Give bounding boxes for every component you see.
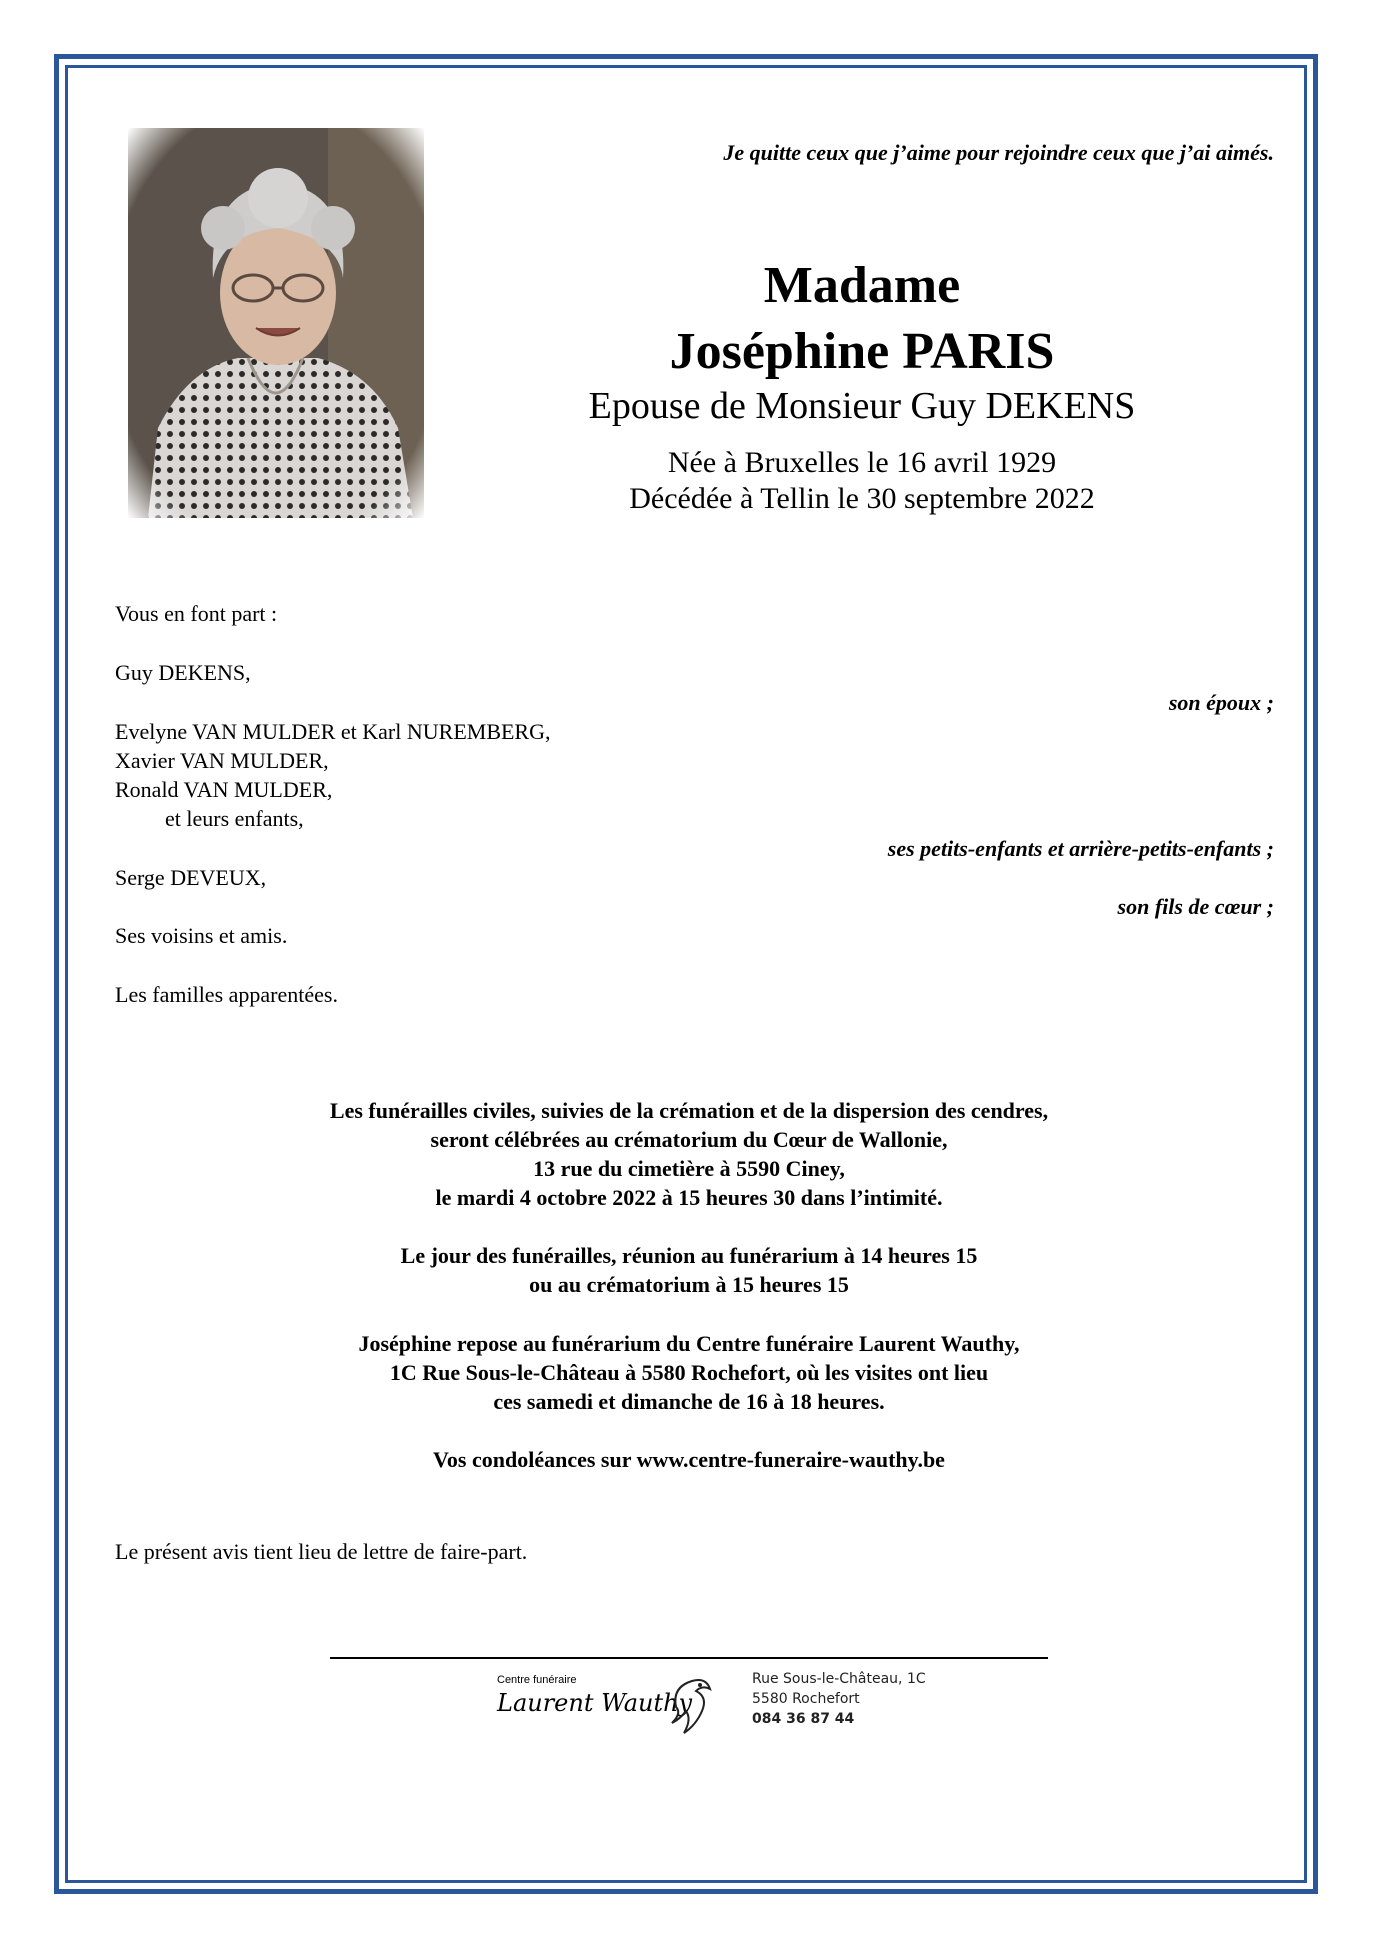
- family-grandchildren-children: et leurs enfants,: [165, 806, 304, 831]
- visitation-details: [0, 1329, 1378, 1416]
- meeting-line: Le jour des funérailles, réunion au funérarium à 14 heures 15: [400, 1243, 978, 1268]
- family-intro: Vous en font part :: [115, 601, 278, 626]
- meeting-details: [0, 1241, 1378, 1299]
- address-line: 5580 Rochefort: [752, 1691, 860, 1707]
- relation-husband: son époux ;: [1168, 690, 1274, 715]
- relation-grandchildren: ses petits-enfants et arrière-petits-enfants ;: [887, 836, 1274, 861]
- deceased-title: Madame: [763, 257, 961, 314]
- family-husband: Guy DEKENS,: [115, 660, 251, 685]
- family-neighbors: Ses voisins et amis.: [115, 923, 288, 948]
- deceased-name: Joséphine PARIS: [669, 323, 1055, 380]
- motto-quote: Je quitte ceux que j’aime pour rejoindre ceux que j’ai aimés.: [723, 140, 1274, 165]
- funeral-details: [0, 1096, 1378, 1212]
- birth-line: Née à Bruxelles le 16 avril 1929: [667, 446, 1057, 479]
- condolences-line: Vos condoléances sur www.centre-funeraire-wauthy.be: [433, 1447, 945, 1472]
- meeting-line: ou au crématorium à 15 heures 15: [529, 1272, 849, 1297]
- family-relatives: Les familles apparentées.: [115, 982, 338, 1007]
- spouse-line: Epouse de Monsieur Guy DEKENS: [588, 385, 1136, 427]
- visitation-line: Joséphine repose au funérarium du Centre funéraire Laurent Wauthy,: [358, 1331, 1020, 1356]
- logo-script-text: Laurent Wauthy: [497, 1689, 693, 1717]
- phone-number: 084 36 87 44: [752, 1711, 855, 1727]
- family-grandchild: Xavier VAN MULDER,: [115, 748, 329, 773]
- closing-note: Le présent avis tient lieu de lettre de faire-part.: [115, 1539, 528, 1564]
- death-line: Décédée à Tellin le 30 septembre 2022: [629, 482, 1095, 515]
- funeral-line: Les funérailles civiles, suivies de la crémation et de la dispersion des cendres,: [329, 1098, 1049, 1123]
- logo-small-text: Centre funéraire: [497, 1674, 577, 1686]
- funeral-home-logo: [497, 1667, 937, 1739]
- funeral-line: 13 rue du cimetière à 5590 Ciney,: [533, 1156, 845, 1181]
- visitation-line: 1C Rue Sous-le-Château à 5580 Rochefort, où les visites ont lieu: [389, 1360, 989, 1385]
- funeral-line: seront célébrées au crématorium du Cœur de Wallonie,: [430, 1127, 948, 1152]
- footer-divider: [330, 1657, 1048, 1659]
- funeral-line: le mardi 4 octobre 2022 à 15 heures 30 dans l’intimité.: [435, 1185, 943, 1210]
- portrait-photo: [128, 128, 424, 518]
- portrait-illustration: [128, 128, 424, 518]
- visitation-line: ces samedi et dimanche de 16 à 18 heures.: [493, 1389, 885, 1414]
- family-grandchild: Ronald VAN MULDER,: [115, 777, 333, 802]
- family-grandchild: Evelyne VAN MULDER et Karl NUREMBERG,: [115, 719, 551, 744]
- address-line: Rue Sous-le-Château, 1C: [752, 1671, 926, 1687]
- funeral-home-address: [752, 1669, 926, 1729]
- family-heart-son: Serge DEVEUX,: [115, 865, 267, 890]
- relation-heart-son: son fils de cœur ;: [1117, 894, 1274, 919]
- bird-icon: [662, 1667, 722, 1739]
